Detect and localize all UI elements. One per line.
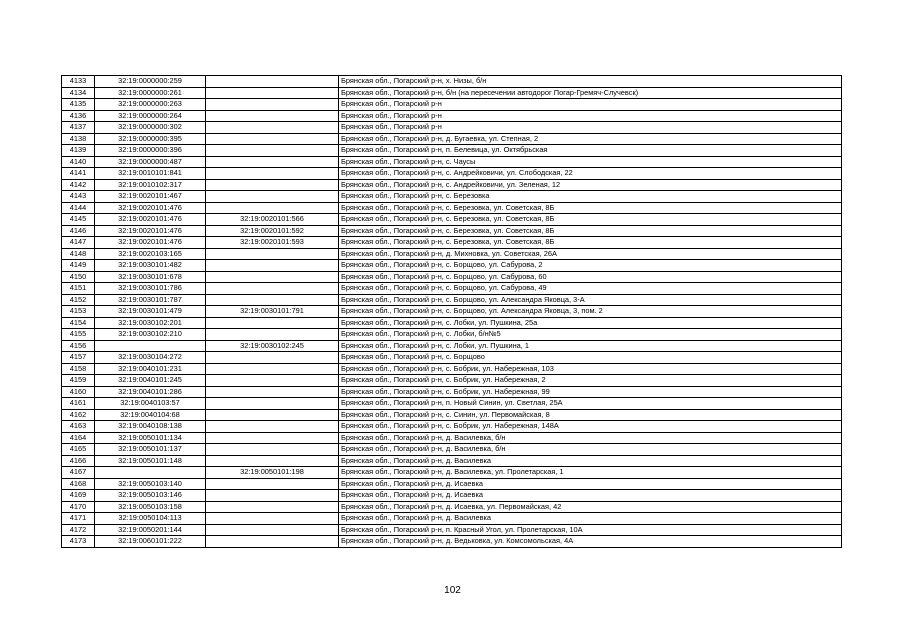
table-row <box>62 283 842 295</box>
row-number-cell: 4150 <box>62 271 95 283</box>
linked-cadastral-number-cell <box>206 386 339 398</box>
cadastral-number-cell <box>95 467 206 479</box>
address-cell: Брянская обл., Погарский р-н, п. Белевица, ул. Октябрьская <box>339 145 842 157</box>
cadastral-number-cell: 32:19:0030101:786 <box>95 283 206 295</box>
linked-cadastral-number-cell <box>206 283 339 295</box>
address-cell: Брянская обл., Погарский р-н, д. Исаевка, ул. Первомайская, 42 <box>339 501 842 513</box>
address-cell: Брянская обл., Погарский р-н, п. Новый Синин, ул. Светлая, 25А <box>339 398 842 410</box>
address-cell: Брянская обл., Погарский р-н, с. Березовка, ул. Советская, 8Б <box>339 237 842 249</box>
row-number-cell: 4165 <box>62 444 95 456</box>
row-number-cell: 4135 <box>62 99 95 111</box>
cadastral-number-cell: 32:19:0000000:261 <box>95 87 206 99</box>
cadastral-number-cell: 32:19:0040103:57 <box>95 398 206 410</box>
cadastral-number-cell: 32:19:0000000:263 <box>95 99 206 111</box>
row-number-cell: 4170 <box>62 501 95 513</box>
row-number-cell: 4133 <box>62 76 95 88</box>
cadastral-number-cell: 32:19:0040101:231 <box>95 363 206 375</box>
table-row <box>62 179 842 191</box>
linked-cadastral-number-cell <box>206 110 339 122</box>
table-row <box>62 133 842 145</box>
table-row <box>62 536 842 548</box>
row-number-cell: 4148 <box>62 248 95 260</box>
linked-cadastral-number-cell <box>206 352 339 364</box>
table-row <box>62 524 842 536</box>
address-cell: Брянская обл., Погарский р-н, с. Березовка <box>339 191 842 203</box>
linked-cadastral-number-cell <box>206 122 339 134</box>
table-row <box>62 340 842 352</box>
row-number-cell: 4172 <box>62 524 95 536</box>
address-cell: Брянская обл., Погарский р-н, п. Красный Угол, ул. Пролетарская, 10А <box>339 524 842 536</box>
address-cell: Брянская обл., Погарский р-н, с. Чаусы <box>339 156 842 168</box>
row-number-cell: 4162 <box>62 409 95 421</box>
linked-cadastral-number-cell <box>206 271 339 283</box>
table-row <box>62 501 842 513</box>
linked-cadastral-number-cell <box>206 317 339 329</box>
address-cell: Брянская обл., Погарский р-н <box>339 122 842 134</box>
table-row <box>62 398 842 410</box>
cadastral-number-cell: 32:19:0050201:144 <box>95 524 206 536</box>
row-number-cell: 4167 <box>62 467 95 479</box>
cadastral-number-cell: 32:19:0000000:395 <box>95 133 206 145</box>
address-cell: Брянская обл., Погарский р-н, д. Василевка, ул. Пролетарская, 1 <box>339 467 842 479</box>
cadastral-number-cell: 32:19:0020101:476 <box>95 202 206 214</box>
linked-cadastral-number-cell <box>206 329 339 341</box>
cadastral-number-cell: 32:19:0030101:787 <box>95 294 206 306</box>
linked-cadastral-number-cell <box>206 179 339 191</box>
address-cell: Брянская обл., Погарский р-н, с. Борщово, ул. Александра Яковца, 3-А <box>339 294 842 306</box>
address-cell: Брянская обл., Погарский р-н, д. Михновка, ул. Советская, 26А <box>339 248 842 260</box>
table-row <box>62 76 842 88</box>
row-number-cell: 4143 <box>62 191 95 203</box>
linked-cadastral-number-cell <box>206 444 339 456</box>
table-row <box>62 214 842 226</box>
cadastral-number-cell: 32:19:0030104:272 <box>95 352 206 364</box>
row-number-cell: 4144 <box>62 202 95 214</box>
linked-cadastral-number-cell <box>206 524 339 536</box>
address-cell: Брянская обл., Погарский р-н, с. Андрейковичи, ул. Слободская, 22 <box>339 168 842 180</box>
page-number: 102 <box>444 585 461 596</box>
linked-cadastral-number-cell <box>206 501 339 513</box>
cadastral-number-cell: 32:19:0020103:165 <box>95 248 206 260</box>
cadastral-number-cell: 32:19:0000000:396 <box>95 145 206 157</box>
linked-cadastral-number-cell <box>206 432 339 444</box>
linked-cadastral-number-cell: 32:19:0020101:592 <box>206 225 339 237</box>
row-number-cell: 4155 <box>62 329 95 341</box>
linked-cadastral-number-cell <box>206 398 339 410</box>
row-number-cell: 4161 <box>62 398 95 410</box>
table-row <box>62 467 842 479</box>
registry-table-body <box>62 76 842 548</box>
table-row <box>62 202 842 214</box>
linked-cadastral-number-cell: 32:19:0020101:593 <box>206 237 339 249</box>
table-row <box>62 260 842 272</box>
cadastral-number-cell: 32:19:0030101:678 <box>95 271 206 283</box>
row-number-cell: 4145 <box>62 214 95 226</box>
table-row <box>62 99 842 111</box>
table-row <box>62 478 842 490</box>
cadastral-number-cell: 32:19:0060101:222 <box>95 536 206 548</box>
linked-cadastral-number-cell <box>206 294 339 306</box>
address-cell: Брянская обл., Погарский р-н, с. Синин, ул. Первомайская, 8 <box>339 409 842 421</box>
row-number-cell: 4134 <box>62 87 95 99</box>
cadastral-number-cell: 32:19:0000000:264 <box>95 110 206 122</box>
linked-cadastral-number-cell <box>206 76 339 88</box>
row-number-cell: 4142 <box>62 179 95 191</box>
cadastral-number-cell: 32:19:0010101:841 <box>95 168 206 180</box>
linked-cadastral-number-cell <box>206 513 339 525</box>
cadastral-number-cell: 32:19:0020101:476 <box>95 214 206 226</box>
linked-cadastral-number-cell <box>206 536 339 548</box>
row-number-cell: 4154 <box>62 317 95 329</box>
address-cell: Брянская обл., Погарский р-н, с. Бобрик, ул. Набережная, 103 <box>339 363 842 375</box>
cadastral-number-cell: 32:19:0040104:68 <box>95 409 206 421</box>
linked-cadastral-number-cell: 32:19:0050101:198 <box>206 467 339 479</box>
address-cell: Брянская обл., Погарский р-н, с. Андрейковичи, ул. Зеленая, 12 <box>339 179 842 191</box>
cadastral-number-cell: 32:19:0030102:210 <box>95 329 206 341</box>
address-cell: Брянская обл., Погарский р-н, с. Лобки, ул. Пушкина, 1 <box>339 340 842 352</box>
table-row <box>62 409 842 421</box>
cadastral-number-cell: 32:19:0000000:302 <box>95 122 206 134</box>
address-cell: Брянская обл., Погарский р-н, д. Бугаевка, ул. Степная, 2 <box>339 133 842 145</box>
row-number-cell: 4156 <box>62 340 95 352</box>
table-row <box>62 513 842 525</box>
cadastral-number-cell: 32:19:0050101:137 <box>95 444 206 456</box>
row-number-cell: 4151 <box>62 283 95 295</box>
linked-cadastral-number-cell <box>206 156 339 168</box>
address-cell: Брянская обл., Погарский р-н, с. Борщово, ул. Сабурова, 49 <box>339 283 842 295</box>
cadastral-number-cell: 32:19:0040101:286 <box>95 386 206 398</box>
table-row <box>62 363 842 375</box>
linked-cadastral-number-cell <box>206 145 339 157</box>
table-row <box>62 168 842 180</box>
row-number-cell: 4149 <box>62 260 95 272</box>
row-number-cell: 4141 <box>62 168 95 180</box>
row-number-cell: 4138 <box>62 133 95 145</box>
address-cell: Брянская обл., Погарский р-н, с. Бобрик, ул. Набережная, 2 <box>339 375 842 387</box>
cadastral-number-cell: 32:19:0030102:201 <box>95 317 206 329</box>
linked-cadastral-number-cell <box>206 363 339 375</box>
table-row <box>62 225 842 237</box>
row-number-cell: 4146 <box>62 225 95 237</box>
cadastral-number-cell: 32:19:0050103:158 <box>95 501 206 513</box>
cadastral-number-cell: 32:19:0020101:476 <box>95 237 206 249</box>
address-cell: Брянская обл., Погарский р-н, с. Борщово, ул. Сабурова, 2 <box>339 260 842 272</box>
cadastral-number-cell: 32:19:0050103:146 <box>95 490 206 502</box>
table-row <box>62 352 842 364</box>
linked-cadastral-number-cell <box>206 202 339 214</box>
linked-cadastral-number-cell <box>206 409 339 421</box>
row-number-cell: 4159 <box>62 375 95 387</box>
table-row <box>62 191 842 203</box>
cadastral-number-cell: 32:19:0050101:148 <box>95 455 206 467</box>
row-number-cell: 4173 <box>62 536 95 548</box>
row-number-cell: 4168 <box>62 478 95 490</box>
table-row <box>62 110 842 122</box>
cadastral-number-cell: 32:19:0050101:134 <box>95 432 206 444</box>
linked-cadastral-number-cell <box>206 260 339 272</box>
linked-cadastral-number-cell <box>206 375 339 387</box>
address-cell: Брянская обл., Погарский р-н, д. Исаевка <box>339 478 842 490</box>
address-cell: Брянская обл., Погарский р-н, б/н (на пересечении автодорог Погар-Гремяч-Случевск) <box>339 87 842 99</box>
table-row <box>62 122 842 134</box>
address-cell: Брянская обл., Погарский р-н, д. Василевка <box>339 513 842 525</box>
table-row <box>62 329 842 341</box>
linked-cadastral-number-cell <box>206 478 339 490</box>
linked-cadastral-number-cell: 32:19:0020101:566 <box>206 214 339 226</box>
table-row <box>62 248 842 260</box>
linked-cadastral-number-cell <box>206 133 339 145</box>
row-number-cell: 4140 <box>62 156 95 168</box>
row-number-cell: 4158 <box>62 363 95 375</box>
table-row <box>62 386 842 398</box>
address-cell: Брянская обл., Погарский р-н, с. Березовка, ул. Советская, 8Б <box>339 202 842 214</box>
row-number-cell: 4139 <box>62 145 95 157</box>
address-cell: Брянская обл., Погарский р-н, д. Василевка, б/н <box>339 444 842 456</box>
address-cell: Брянская обл., Погарский р-н <box>339 99 842 111</box>
linked-cadastral-number-cell <box>206 421 339 433</box>
row-number-cell: 4160 <box>62 386 95 398</box>
address-cell: Брянская обл., Погарский р-н, д. Василевка <box>339 455 842 467</box>
address-cell: Брянская обл., Погарский р-н, с. Борщово, ул. Сабурова, 60 <box>339 271 842 283</box>
cadastral-number-cell: 32:19:0040108:138 <box>95 421 206 433</box>
row-number-cell: 4147 <box>62 237 95 249</box>
cadastral-number-cell: 32:19:0050104:113 <box>95 513 206 525</box>
row-number-cell: 4157 <box>62 352 95 364</box>
linked-cadastral-number-cell <box>206 191 339 203</box>
linked-cadastral-number-cell <box>206 455 339 467</box>
linked-cadastral-number-cell <box>206 99 339 111</box>
cadastral-number-cell: 32:19:0030101:479 <box>95 306 206 318</box>
row-number-cell: 4137 <box>62 122 95 134</box>
row-number-cell: 4152 <box>62 294 95 306</box>
table-row <box>62 421 842 433</box>
cadastral-number-cell: 32:19:0010102:317 <box>95 179 206 191</box>
table-row <box>62 375 842 387</box>
table-row <box>62 156 842 168</box>
address-cell: Брянская обл., Погарский р-н, с. Березовка, ул. Советская, 8Б <box>339 214 842 226</box>
cadastral-number-cell: 32:19:0050103:140 <box>95 478 206 490</box>
address-cell: Брянская обл., Погарский р-н, с. Лобки, б/н№5 <box>339 329 842 341</box>
address-cell: Брянская обл., Погарский р-н, д. Василевка, б/н <box>339 432 842 444</box>
cadastral-number-cell <box>95 340 206 352</box>
cadastral-number-cell: 32:19:0020101:476 <box>95 225 206 237</box>
row-number-cell: 4166 <box>62 455 95 467</box>
row-number-cell: 4171 <box>62 513 95 525</box>
address-cell: Брянская обл., Погарский р-н, с. Бобрик, ул. Набережная, 148А <box>339 421 842 433</box>
cadastral-number-cell: 32:19:0000000:487 <box>95 156 206 168</box>
linked-cadastral-number-cell <box>206 248 339 260</box>
table-row <box>62 294 842 306</box>
address-cell: Брянская обл., Погарский р-н, с. Борщово, ул. Александра Яковца, 3, пом. 2 <box>339 306 842 318</box>
row-number-cell: 4169 <box>62 490 95 502</box>
table-row <box>62 490 842 502</box>
cadastral-number-cell: 32:19:0030101:482 <box>95 260 206 272</box>
address-cell: Брянская обл., Погарский р-н, д. Ведьковка, ул. Комсомольская, 4А <box>339 536 842 548</box>
linked-cadastral-number-cell: 32:19:0030101:791 <box>206 306 339 318</box>
address-cell: Брянская обл., Погарский р-н <box>339 110 842 122</box>
cadastral-number-cell: 32:19:0000000:259 <box>95 76 206 88</box>
registry-table <box>61 75 842 548</box>
table-row <box>62 237 842 249</box>
row-number-cell: 4164 <box>62 432 95 444</box>
linked-cadastral-number-cell <box>206 490 339 502</box>
table-row <box>62 444 842 456</box>
table-row <box>62 271 842 283</box>
address-cell: Брянская обл., Погарский р-н, с. Бобрик, ул. Набережная, 99 <box>339 386 842 398</box>
cadastral-number-cell: 32:19:0020101:467 <box>95 191 206 203</box>
row-number-cell: 4153 <box>62 306 95 318</box>
table-row <box>62 455 842 467</box>
linked-cadastral-number-cell <box>206 87 339 99</box>
table-row <box>62 317 842 329</box>
linked-cadastral-number-cell: 32:19:0030102:245 <box>206 340 339 352</box>
table-row <box>62 432 842 444</box>
address-cell: Брянская обл., Погарский р-н, с. Борщово <box>339 352 842 364</box>
address-cell: Брянская обл., Погарский р-н, с. Березовка, ул. Советская, 8Б <box>339 225 842 237</box>
table-row <box>62 87 842 99</box>
address-cell: Брянская обл., Погарский р-н, х. Низы, б/н <box>339 76 842 88</box>
table-row <box>62 145 842 157</box>
row-number-cell: 4136 <box>62 110 95 122</box>
address-cell: Брянская обл., Погарский р-н, д. Исаевка <box>339 490 842 502</box>
linked-cadastral-number-cell <box>206 168 339 180</box>
cadastral-number-cell: 32:19:0040101:245 <box>95 375 206 387</box>
row-number-cell: 4163 <box>62 421 95 433</box>
address-cell: Брянская обл., Погарский р-н, с. Лобки, ул. Пушкина, 25а <box>339 317 842 329</box>
table-row <box>62 306 842 318</box>
